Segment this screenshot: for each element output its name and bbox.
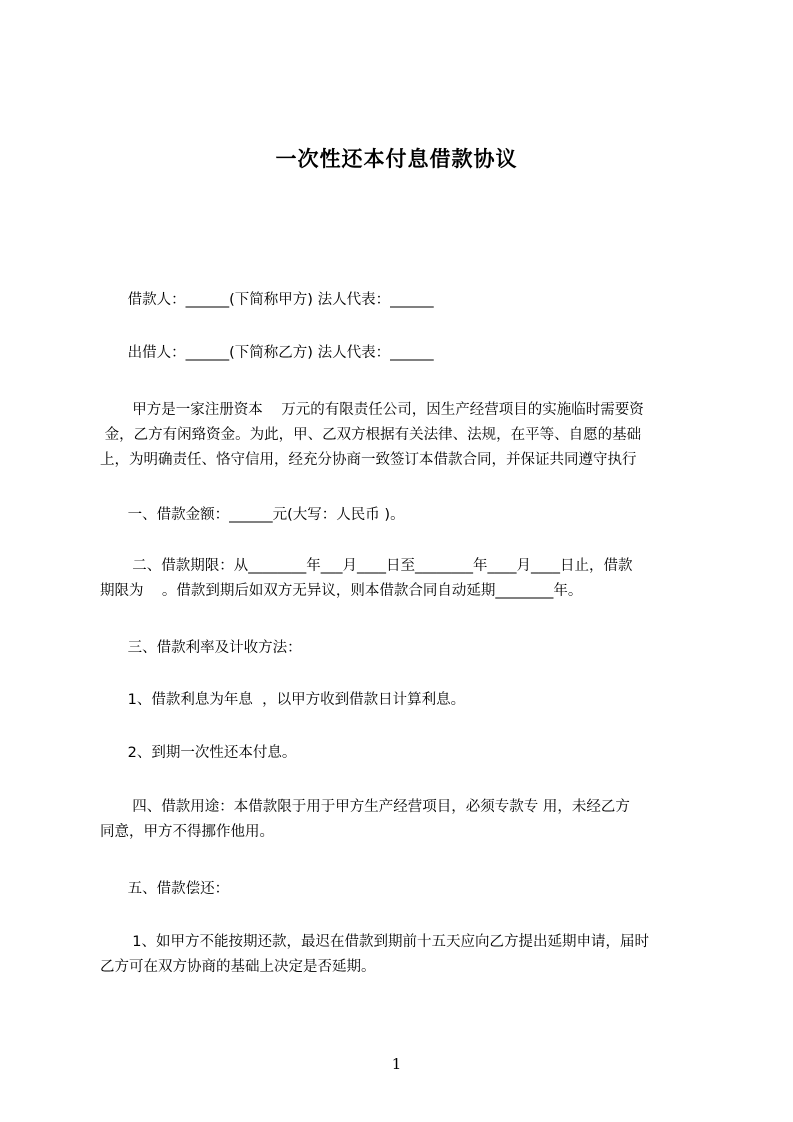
text-line: 借款人：______(下简称甲方) 法人代表：______	[100, 292, 434, 308]
loan-amount-paragraph	[100, 503, 710, 528]
borrower-paragraph	[100, 288, 710, 313]
text-line: 出借人：______(下简称乙方) 法人代表：______	[100, 345, 434, 361]
text-line: 甲方是一家注册资本 万元的有限责任公司，因生产经营项目的实施临时需要资	[100, 402, 644, 418]
lender-paragraph	[100, 341, 710, 366]
text-line: 二、借款期限：从________年___月____日至________年____月____日止，借款	[100, 558, 633, 574]
interest-heading-paragraph	[100, 636, 710, 661]
preamble-paragraph	[100, 398, 710, 473]
text-line: 一、借款金额：______元(大写：人民币 )。	[100, 507, 405, 523]
text-line: 同意，甲方不得挪作他用。	[100, 824, 274, 840]
text-line: 乙方可在双方协商的基础上决定是否延期。	[100, 959, 376, 975]
text-line: 上，为明确责任、恪守信用，经充分协商一致签订本借款合同，并保证共同遵守执行	[100, 452, 637, 468]
text-line: 1、借款利息为年息 ，以甲方收到借款日计算利息。	[100, 692, 466, 708]
page-number: 1	[391, 1055, 402, 1073]
text-line: 金，乙方有闲臵资金。为此，甲、乙双方根据有关法律、法规，在平等、自愿的基础	[100, 427, 642, 443]
loan-term-paragraph	[100, 554, 710, 604]
text-line: 期限为 。借款到期后如双方无异议，则本借款合同自动延期________年。	[100, 583, 583, 599]
text-line: 四、借款用途：本借款限于用于甲方生产经营项目，必须专款专 用，未经乙方	[100, 799, 630, 815]
text-line: 五、借款偿还：	[100, 881, 230, 897]
document-title: 一次性还本付息借款协议	[275, 147, 518, 171]
interest-rate-paragraph	[100, 688, 710, 713]
repayment-heading-paragraph	[100, 877, 710, 902]
loan-purpose-paragraph	[100, 795, 710, 845]
text-line: 2、到期一次性还本付息。	[100, 745, 297, 761]
text-line: 三、借款利率及计收方法：	[100, 640, 302, 656]
repayment-method-paragraph	[100, 741, 710, 766]
text-line: 1、如甲方不能按期还款，最迟在借款到期前十五天应向乙方提出延期申请，届时	[100, 934, 649, 950]
extension-paragraph	[100, 930, 710, 980]
